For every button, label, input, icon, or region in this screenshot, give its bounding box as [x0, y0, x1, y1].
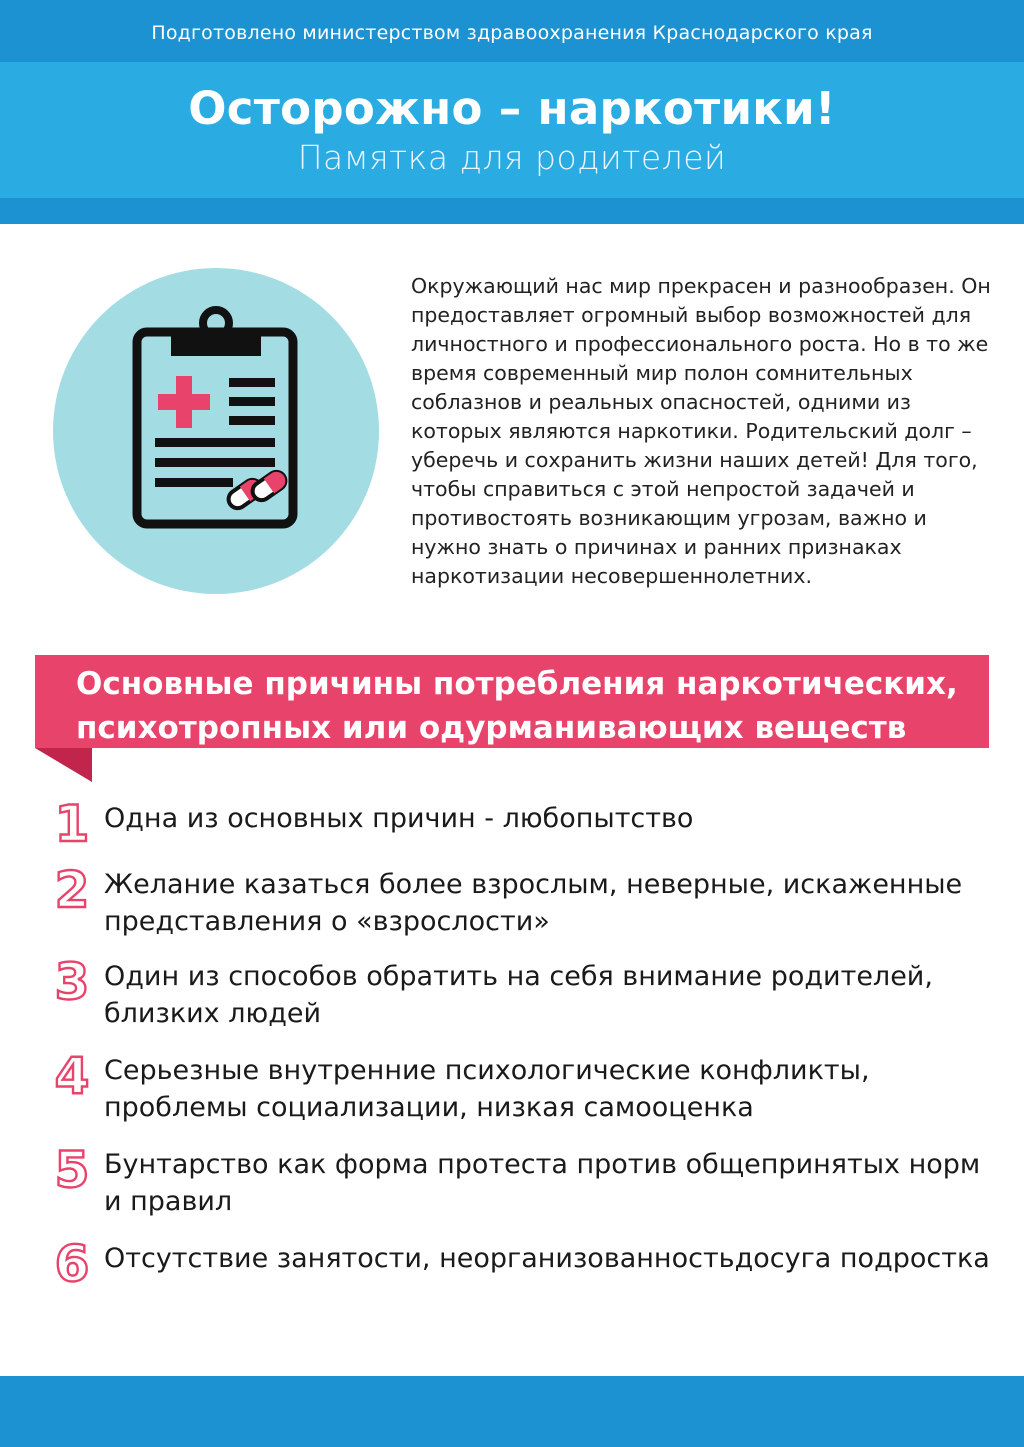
banner-fold [35, 748, 92, 782]
causes-heading: Основные причины потребления наркотических, психотропных или одурманивающих веществ [76, 666, 958, 746]
cause-text: Серьезные внутренние психологические конфликты, проблемы социализации, низкая самооценка [104, 1055, 870, 1123]
cause-text: Желание казаться более взрослым, неверные, искаженные представления о «взрослости» [104, 869, 963, 937]
intro-paragraph: Окружающий нас мир прекрасен и разнообразен. Он предоставляет огромный выбор возможностей для личностного и профессионального роста. Но в то же время современный мир полон сомнительных соблазнов и реальных опасностей, одними из которых являются наркотики. Родительский долг – уберечь и сохранить жизни наших детей! Для того, чтобы справиться с этой непростой задачей и противостоять возникающим угрозам, важно и нужно знать о причинах и ранних признаках наркотизации несовершеннолетних. [411, 274, 991, 588]
cause-text: Отсутствие занятости, неорганизованностьдосуга подростка [104, 1243, 990, 1274]
list-line [229, 397, 275, 406]
list-line [229, 378, 275, 387]
number-badge: 1 [54, 795, 90, 853]
header-divider [0, 198, 1024, 224]
cause-text: Одна из основных причин - любопытство [104, 803, 694, 834]
illustration-circle [53, 268, 379, 594]
page-title: Осторожно – наркотики! [188, 82, 836, 135]
list-line [229, 416, 275, 425]
credit-line: Подготовлено министерством здравоохранения Краснодарского края [151, 22, 873, 44]
cross-icon-bar [158, 394, 210, 410]
list-line [155, 478, 233, 487]
list-line [155, 438, 275, 447]
list-line [155, 458, 275, 467]
number-badge: 3 [54, 953, 90, 1011]
cause-text: Бунтарство как форма протеста против общепринятых норм и правил [104, 1149, 981, 1217]
page-subtitle: Памятка для родителей [297, 138, 727, 177]
number-badge: 6 [54, 1235, 90, 1293]
clipboard-clip [171, 330, 261, 356]
number-badge: 4 [54, 1047, 90, 1105]
number-badge: 5 [54, 1141, 90, 1199]
cause-text: Один из способов обратить на себя внимание родителей, близких людей [104, 961, 933, 1029]
medical-clipboard-icon [53, 268, 379, 594]
footer-band [0, 1376, 1024, 1447]
number-badge: 2 [54, 861, 90, 919]
